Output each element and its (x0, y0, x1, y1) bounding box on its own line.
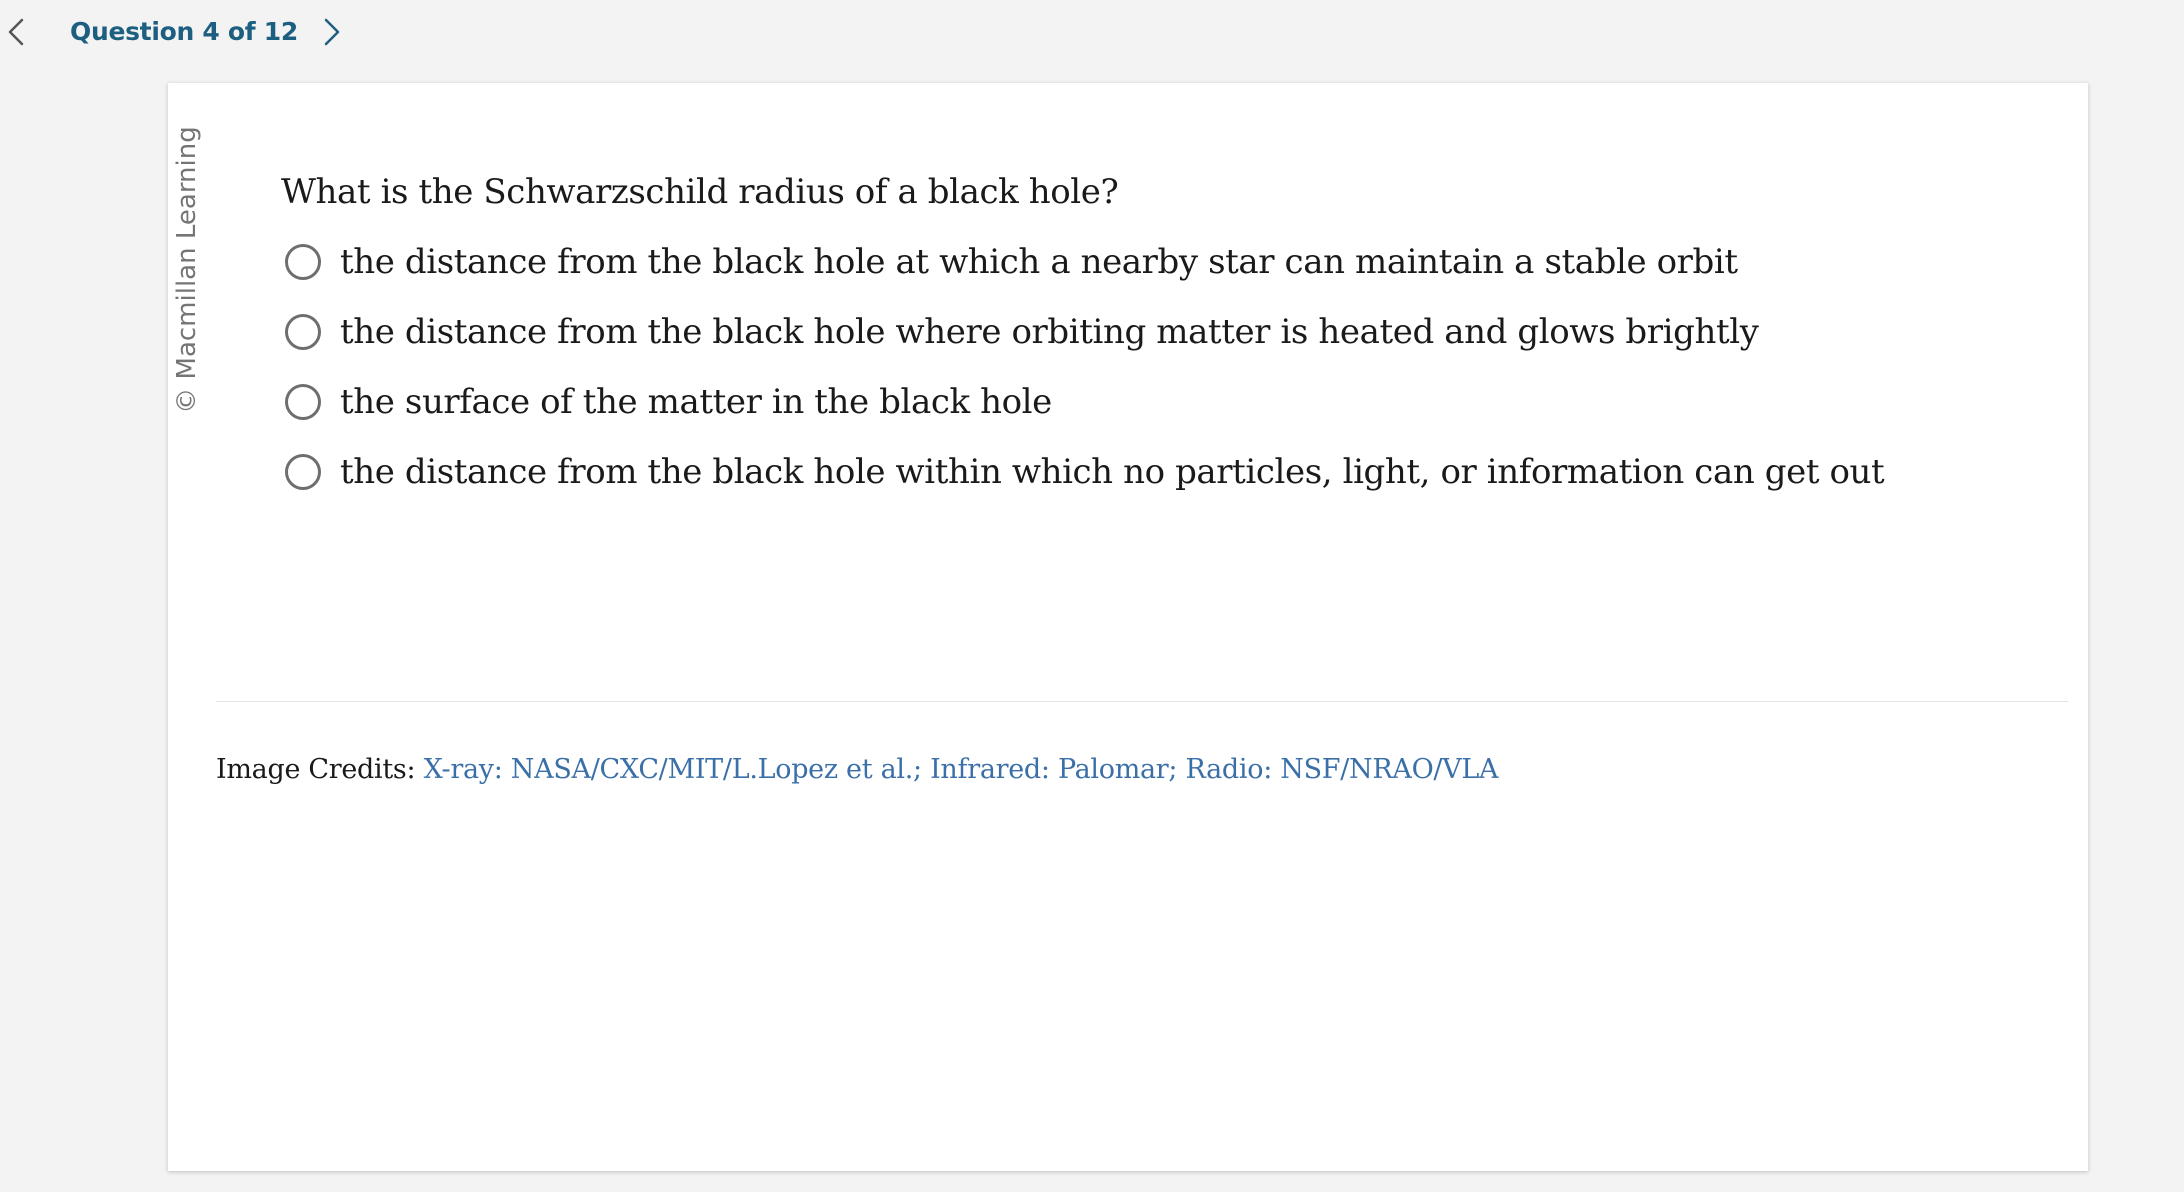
image-credits (216, 750, 1498, 790)
answer-option-4[interactable] (285, 448, 1884, 496)
copyright-text: © Macmillan Learning (172, 126, 202, 414)
image-credits-link[interactable]: X-ray: NASA/CXC/MIT/L.Lopez et al.; Infrared: Palomar; Radio: NSF/NRAO/VLA (423, 754, 1499, 785)
radio-button[interactable] (285, 314, 321, 350)
image-credits-label: Image Credits: (216, 754, 416, 785)
answer-option-2[interactable] (285, 308, 1759, 356)
answer-option-label: the distance from the black hole within which no particles, light, or information can get out (340, 452, 1885, 492)
answer-option-label: the distance from the black hole at which a nearby star can maintain a stable orbit (340, 242, 1738, 282)
radio-button[interactable] (285, 454, 321, 490)
answer-option-3[interactable] (285, 378, 1052, 426)
radio-button[interactable] (285, 384, 321, 420)
answer-option-label: the surface of the matter in the black hole (340, 382, 1052, 422)
answer-option-label: the distance from the black hole where orbiting matter is heated and glows brightly (340, 312, 1759, 352)
answer-option-1[interactable] (285, 238, 1738, 286)
top-navigation (0, 0, 2184, 66)
chevron-left-icon[interactable] (2, 14, 30, 50)
radio-button[interactable] (285, 244, 321, 280)
question-counter[interactable]: Question 4 of 12 (70, 17, 298, 46)
chevron-right-icon[interactable] (318, 14, 346, 50)
section-divider (216, 701, 2068, 702)
question-prompt: What is the Schwarzschild radius of a black hole? (281, 172, 1119, 212)
